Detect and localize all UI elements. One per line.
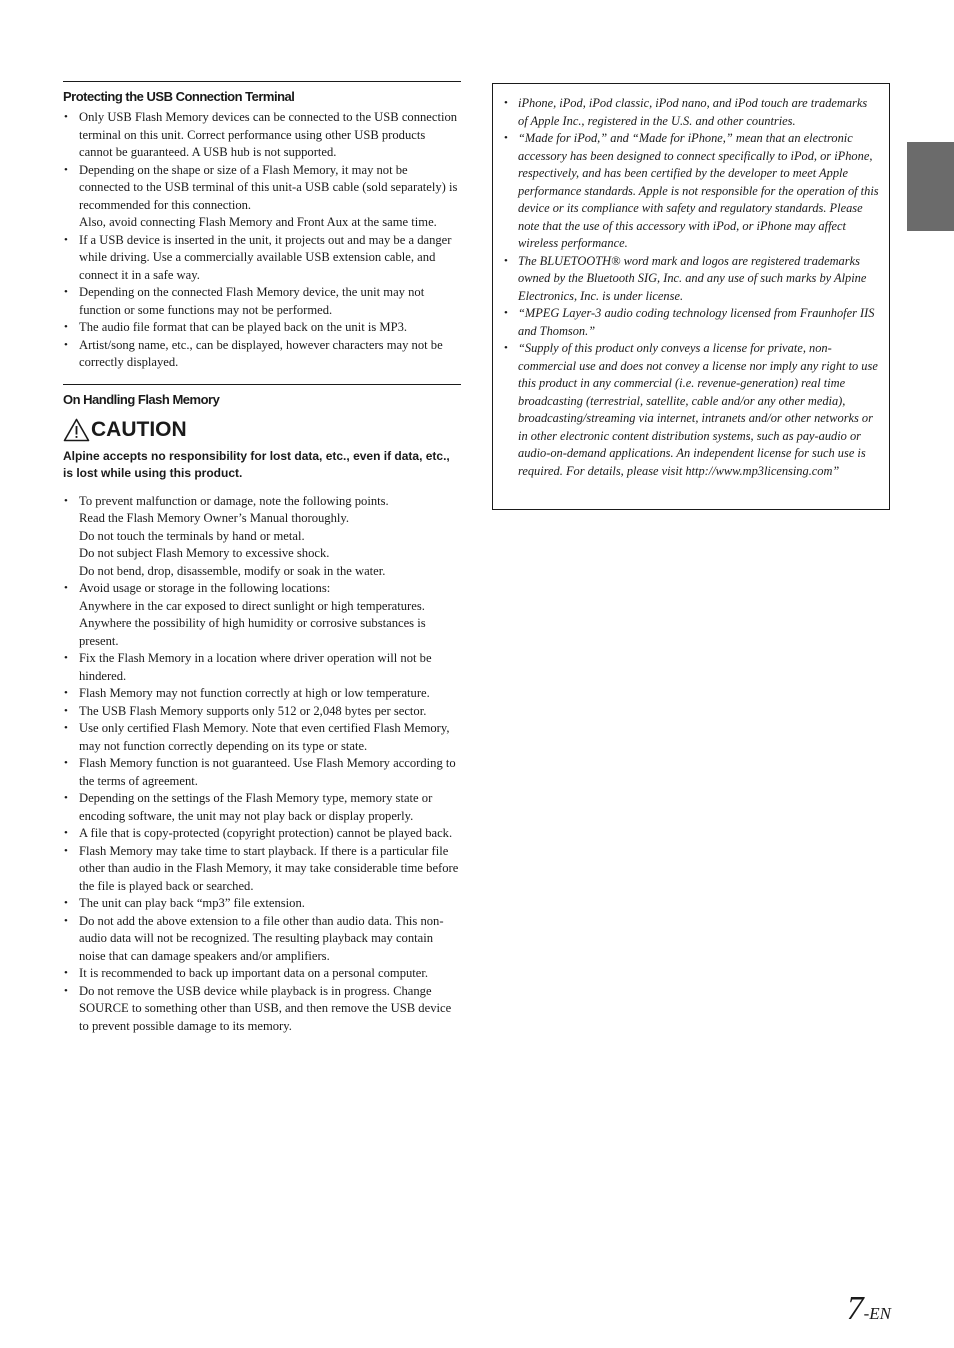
list-item-line: • Avoid usage or storage in the following locations: (79, 581, 331, 595)
list-item (63, 843, 461, 896)
list-item-line: Do not touch the terminals by hand or metal. (79, 528, 305, 543)
list-item-line: • The USB Flash Memory supports only 512 or 2,048 bytes per sector. (79, 703, 427, 718)
page-language-suffix: -EN (863, 1304, 891, 1323)
usb-bullet-list (63, 109, 461, 372)
list-item (63, 650, 461, 685)
list-item (63, 895, 461, 913)
list-item-text: “Made for iPod,” and “Made for iPhone,” mean that an electronic accessory has been designed to connect specifically to iPod, or iPhone, respectively, and has been certified by the developer to meet Apple performance standards. Apple is not responsible for the operation of this device or its compliance with safety and regulatory standards. Please note that the use of this accessory with iPod, or iPhone may affect wireless performance. (518, 131, 879, 250)
list-item-text: “MPEG Layer-3 audio coding technology licensed from Fraunhofer IIS and Thomson.” (518, 306, 875, 338)
list-item (503, 130, 879, 253)
list-item-line: • A file that is copy-protected (copyright protection) cannot be played back. (79, 826, 453, 840)
list-item-line: • It is recommended to back up important data on a personal computer. (79, 966, 429, 980)
list-item (503, 95, 879, 130)
caution-heading (63, 418, 461, 442)
list-item-line: • The audio file format that can be played back on the unit is MP3. (79, 320, 408, 334)
list-item (63, 337, 461, 372)
list-item (63, 580, 461, 650)
list-item (63, 755, 461, 790)
list-item-line: • Flash Memory function is not guaranteed. Use Flash Memory according to the terms of agreement. (79, 756, 456, 788)
list-item (63, 825, 461, 843)
list-item-line: • Fix the Flash Memory in a location where driver operation will not be hindered. (79, 651, 432, 683)
list-item-line: Read the Flash Memory Owner’s Manual thoroughly. (79, 511, 350, 525)
trademark-notice-box (492, 83, 890, 510)
list-item-line: Also, avoid connecting Flash Memory and Front Aux at the same time. (79, 215, 437, 229)
list-item-line: • Only USB Flash Memory devices can be connected to the USB connection terminal on this unit. Correct performance using other USB products cannot be guaranteed. A USB hub is not supported. (79, 110, 458, 159)
trademark-bullet-list (503, 95, 879, 480)
list-item-line: Do not bend, drop, disassemble, modify or soak in the water. (79, 563, 386, 578)
section-rule (63, 384, 461, 385)
flash-bullet-list (63, 493, 461, 1036)
list-item (63, 284, 461, 319)
list-item-line: • To prevent malfunction or damage, note the following points. (79, 493, 389, 508)
left-column (63, 81, 461, 1035)
section-rule (63, 81, 461, 82)
list-item (63, 720, 461, 755)
list-item-text: iPhone, iPod, iPod classic, iPod nano, and iPod touch are trademarks of Apple Inc., registered in the U.S. and other countries. (518, 96, 868, 128)
list-item (63, 983, 461, 1036)
caution-label: CAUTION (91, 417, 187, 441)
list-item (503, 253, 879, 306)
section-side-tab (907, 142, 954, 231)
list-item (63, 319, 461, 337)
usb-section-title: Protecting the USB Connection Terminal (63, 89, 295, 104)
list-item-line: Anywhere in the car exposed to direct sunlight or high temperatures. (79, 598, 425, 613)
list-item (63, 232, 461, 285)
list-item-line: • Artist/song name, etc., can be displayed, however characters may not be correctly displayed. (79, 337, 443, 369)
list-item-line: • Use only certified Flash Memory. Note that even certified Flash Memory, may not function correctly depending on its type or state. (79, 721, 450, 753)
list-item (63, 162, 461, 232)
list-item (63, 913, 461, 966)
list-item (63, 685, 461, 703)
list-item-line: Anywhere the possibility of high humidity or corrosive substances is present. (79, 616, 426, 648)
list-item-line: • Flash Memory may not function correctly at high or low temperature. (79, 686, 430, 700)
list-item-line: • Do not add the above extension to a file other than audio data. This non-audio data will not be recognized. The resulting playback may contain noise that can damage speakers and/or amplifiers. (79, 913, 444, 963)
list-item (503, 340, 879, 480)
page-number (847, 1290, 891, 1328)
list-item (503, 305, 879, 340)
list-item (63, 790, 461, 825)
list-item (63, 109, 461, 162)
list-item-line: • The unit can play back “mp3” file extension. (79, 896, 305, 910)
list-item (63, 703, 461, 721)
list-item-text: “Supply of this product only conveys a license for private, non-commercial use and does not convey a license nor imply any right to use this product in any commercial (i.e. revenue-generation) real time broadcasting (terrestrial, satellite, cable and/or any other media), broadcasting/streaming via internet, intranets and/or other networks or in other electronic content distribution systems, such as pay-audio or audio-on-demand applications. An independent license for such use is required. For details, please visit http://www.mp3licensing.com” (518, 341, 878, 478)
list-item-line: • Depending on the connected Flash Memory device, the unit may not function or some functions may not be performed. (79, 285, 425, 317)
list-item-line: • If a USB device is inserted in the unit, it projects out and may be a danger while driving. Use a commercially available USB extension cable, and connect it in a safe way. (79, 232, 452, 282)
list-item-text: The BLUETOOTH® word mark and logos are registered trademarks owned by the Bluetooth SIG, Inc. and any use of such marks by Alpine Electronics, Inc. is under license. (518, 253, 867, 303)
page-number-value: 7 (846, 1290, 864, 1327)
warning-triangle-icon (63, 418, 90, 442)
list-item (63, 965, 461, 983)
list-item-line: • Do not remove the USB device while playback is in progress. Change SOURCE to something other than USB, and then remove the USB device to prevent possible damage to its memory. (79, 983, 452, 1033)
flash-section-title: On Handling Flash Memory (63, 391, 220, 407)
list-item-line: • Depending on the settings of the Flash Memory type, memory state or encoding software, the unit may not play back or display properly. (79, 791, 433, 823)
list-item-line: • Depending on the shape or size of a Flash Memory, it may not be connected to the USB terminal of this unit-a USB cable (sold separately) is recommended for this connection. (79, 162, 458, 212)
list-item (63, 493, 461, 581)
list-item-line: Do not subject Flash Memory to excessive shock. (79, 546, 330, 560)
caution-statement: Alpine accepts no responsibility for lost data, etc., even if data, etc., is lost while using this product. (63, 448, 450, 480)
list-item-line: • Flash Memory may take time to start playback. If there is a particular file other than audio in the Flash Memory, it may take considerable time before the file is played back or searched. (79, 843, 459, 893)
